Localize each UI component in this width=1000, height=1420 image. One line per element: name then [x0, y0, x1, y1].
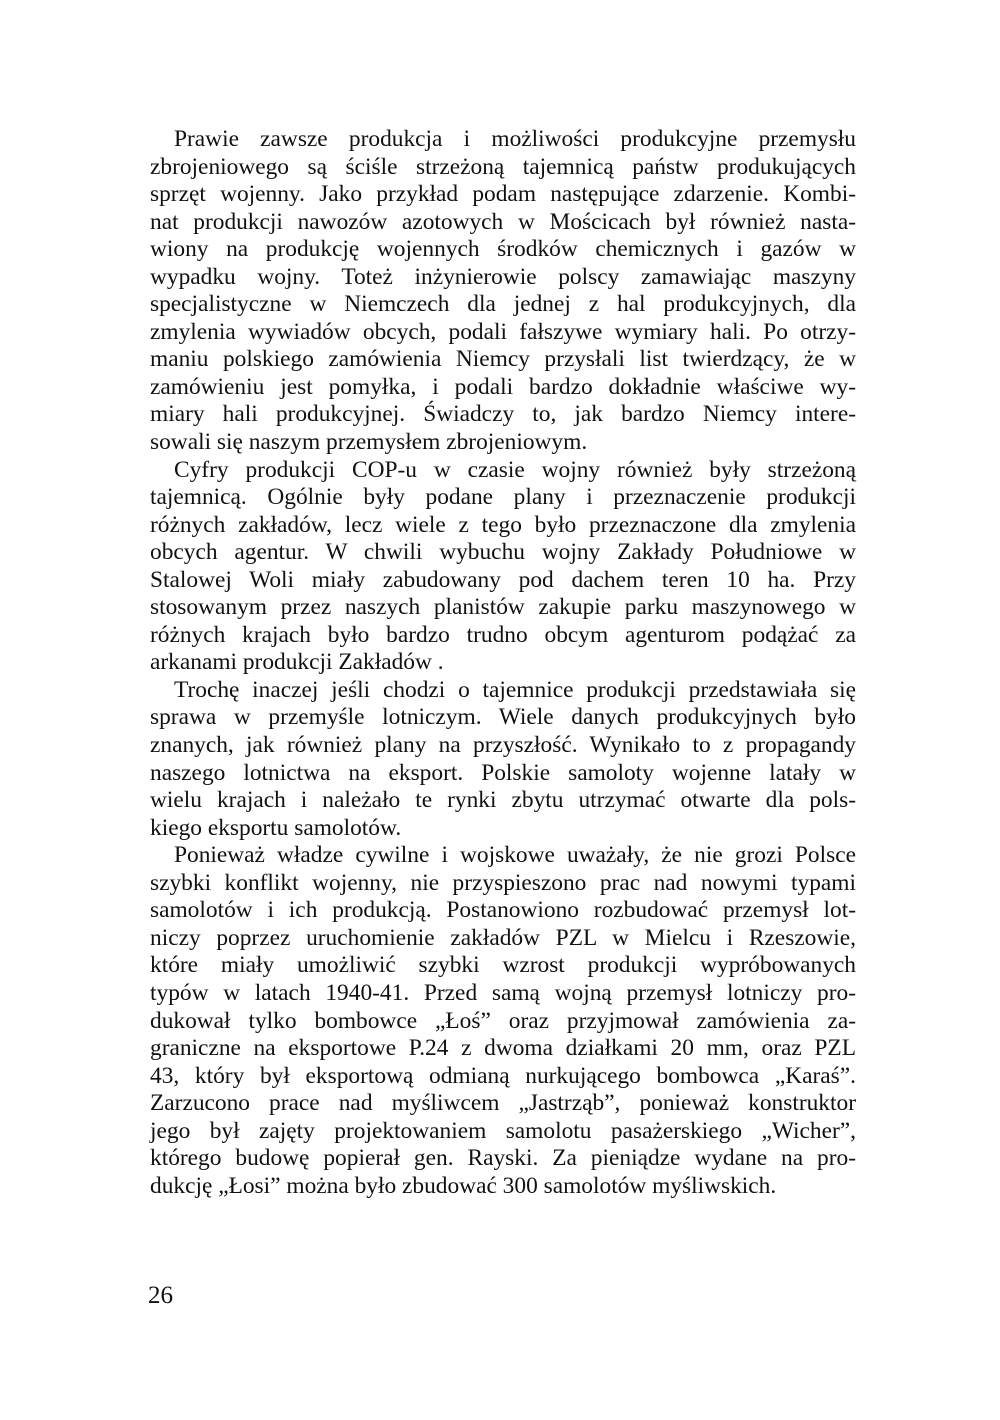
paragraph-3	[150, 677, 856, 842]
text-line: tajemnicą. Ogólnie były podane plany i przeznaczenie produkcji	[150, 484, 856, 511]
text-line: typów w latach 1940-41. Przed samą wojną przemysł lotniczy pro-	[150, 979, 856, 1006]
text-line: miary hali produkcyjnej. Świadczy to, jak bardzo Niemcy intere-	[150, 401, 856, 428]
text-line: kiego eksportu samolotów.	[150, 814, 402, 841]
text-line: zmylenia wywiadów obcych, podali fałszywe wymiary hali. Po otrzy-	[150, 318, 856, 345]
text-line: graniczne na eksportowe P.24 z dwoma działkami 20 mm, oraz PZL	[150, 1035, 856, 1062]
text-line: 43, który był eksportową odmianą nurkującego bombowca „Karaś”.	[150, 1062, 856, 1089]
text-line: Prawie zawsze produkcja i możliwości produkcyjne przemysłu	[174, 126, 856, 152]
text-line: sowali się naszym przemysłem zbrojeniowym.	[150, 429, 588, 456]
text-line: specjalistyczne w Niemczech dla jednej z hal produkcyjnych, dla	[150, 291, 856, 318]
text-line: różnych zakładów, lecz wiele z tego było przeznaczone dla zmylenia	[150, 511, 856, 538]
page-number: 26	[148, 1282, 173, 1309]
text-line: naszego lotnictwa na eksport. Polskie samoloty wojenne latały w	[150, 759, 856, 786]
text-line: różnych krajach było bardzo trudno obcym agenturom podążać za	[150, 621, 856, 648]
text-line: obcych agentur. W chwili wybuchu wojny Zakłady Południowe w	[150, 539, 856, 566]
text-line: Ponieważ władze cywilne i wojskowe uważały, że nie grozi Polsce	[174, 842, 856, 869]
text-line: jego był zajęty projektowaniem samolotu pasażerskiego „Wicher”,	[150, 1117, 856, 1144]
paragraph-4	[150, 842, 856, 1200]
text-line: które miały umożliwić szybki wzrost produkcji wypróbowanych	[150, 952, 856, 979]
text-line: szybki konflikt wojenny, nie przyspieszono prac nad nowymi typami	[150, 869, 856, 896]
text-line: znanych, jak również plany na przyszłość. Wynikało to z propagandy	[150, 732, 856, 759]
text-line: zbrojeniowego są ściśle strzeżoną tajemnicą państw produkujących	[150, 153, 856, 180]
text-line: Cyfry produkcji COP-u w czasie wojny również były strzeżoną	[174, 456, 856, 483]
text-line: wypadku wojny. Toteż inżynierowie polscy zamawiając maszyny	[150, 263, 856, 290]
paragraph-2	[150, 457, 856, 677]
text-line: nat produkcji nawozów azotowych w Mościcach był również nasta-	[150, 208, 856, 235]
document-body	[150, 126, 856, 1200]
text-line: sprawa w przemyśle lotniczym. Wiele danych produkcyjnych było	[150, 704, 856, 731]
text-line: maniu polskiego zamówienia Niemcy przysłali list twierdzący, że w	[150, 346, 856, 373]
text-line: Stalowej Woli miały zabudowany pod dachem teren 10 ha. Przy	[150, 566, 856, 593]
text-line: stosowanym przez naszych planistów zakupie parku maszynowego w	[150, 594, 856, 621]
text-line: wielu krajach i należało te rynki zbytu utrzymać otwarte dla pols-	[150, 787, 856, 814]
text-line: niczy poprzez uruchomienie zakładów PZL w Mielcu i Rzeszowie,	[150, 924, 856, 951]
text-line: arkanami produkcji Zakładów .	[150, 649, 444, 676]
text-line: zamówieniu jest pomyłka, i podali bardzo dokładnie właściwe wy-	[150, 373, 856, 400]
text-line: Trochę inaczej jeśli chodzi o tajemnice produkcji przedstawiała się	[174, 676, 856, 703]
paragraph-1	[150, 126, 856, 457]
text-line: dukował tylko bombowce „Łoś” oraz przyjmował zamówienia za-	[150, 1007, 856, 1034]
text-line: wiony na produkcję wojennych środków chemicznych i gazów w	[150, 236, 856, 263]
text-line: którego budowę popierał gen. Rayski. Za pieniądze wydane na pro-	[150, 1145, 856, 1172]
text-line: sprzęt wojenny. Jako przykład podam następujące zdarzenie. Kombi-	[150, 181, 856, 208]
text-line: dukcję „Łosi” można było zbudować 300 samolotów myśliwskich.	[150, 1172, 777, 1199]
text-line: samolotów i ich produkcją. Postanowiono rozbudować przemysł lot-	[150, 897, 856, 924]
text-line: Zarzucono prace nad myśliwcem „Jastrząb”, ponieważ konstruktor	[150, 1090, 856, 1117]
